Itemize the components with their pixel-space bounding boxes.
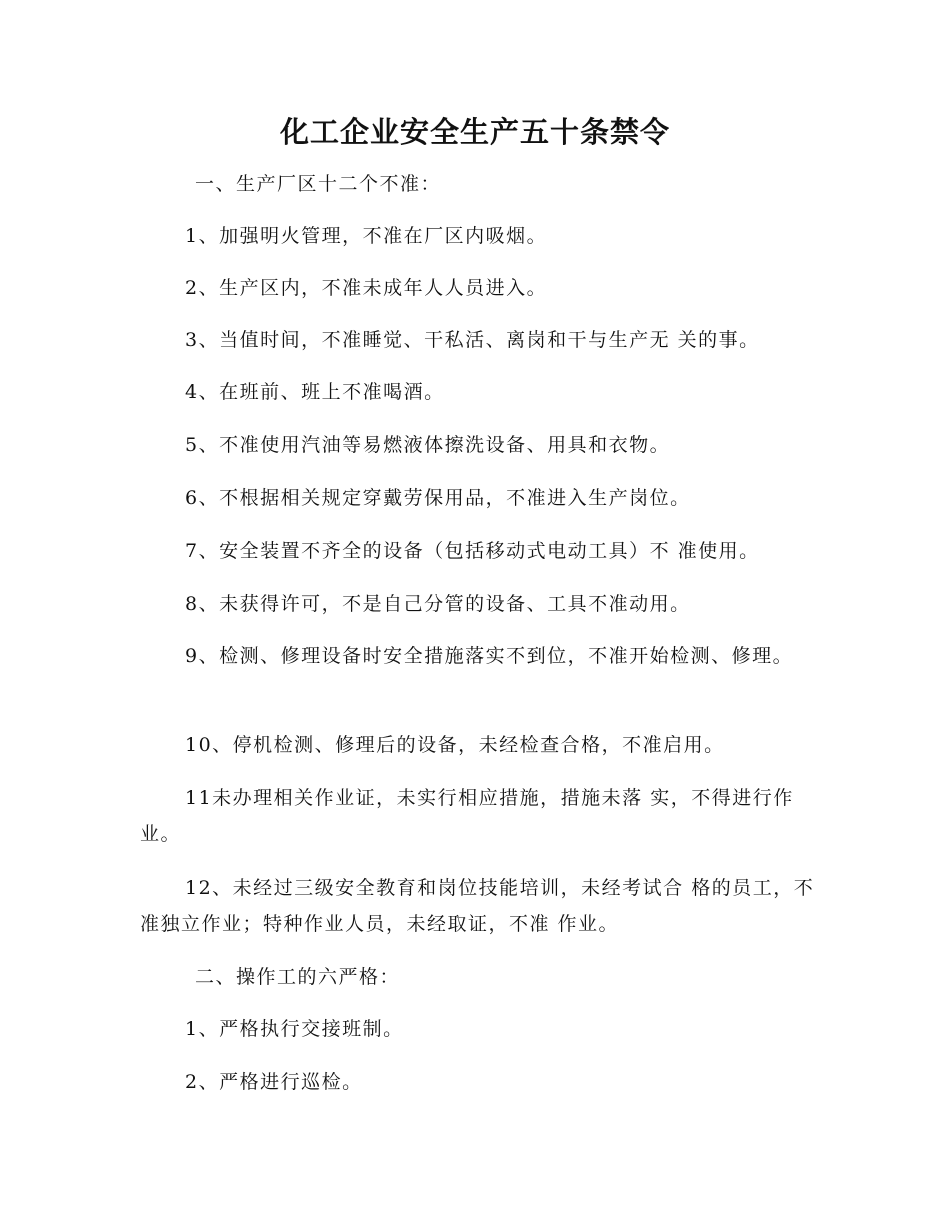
list-item: 1、加强明火管理，不准在厂区内吸烟。 — [185, 225, 548, 247]
list-item: 5、不准使用汽油等易燃液体擦洗设备、用具和衣物。 — [185, 434, 671, 456]
section-heading-2: 二、操作工的六严格： — [195, 966, 401, 988]
list-item: 6、不根据相关规定穿戴劳保用品，不准进入生产岗位。 — [185, 487, 691, 509]
list-item: 2、严格进行巡检。 — [185, 1071, 363, 1093]
section-heading-1: 一、生产厂区十二个不准： — [195, 173, 442, 195]
list-item: 8、未获得许可，不是自己分管的设备、工具不准动用。 — [185, 593, 691, 615]
list-item: 4、在班前、班上不准喝酒。 — [185, 381, 445, 403]
list-item: 9、检测、修理设备时安全措施落实不到位，不准开始检测、修理。 — [185, 645, 794, 667]
list-item: 7、安全装置不齐全的设备（包括移动式电动工具）不 准使用。 — [185, 540, 760, 562]
list-item: 2、生产区内，不准未成年人人员进入。 — [185, 277, 548, 299]
document-title: 化工企业安全生产五十条禁令 — [279, 115, 670, 149]
list-item: 11未办理相关作业证，未实行相应措施，措施未落 实，不得进行作业。 — [140, 787, 794, 845]
list-item: 1、严格执行交接班制。 — [185, 1018, 404, 1040]
list-item: 10、停机检测、修理后的设备，未经检查合格，不准启用。 — [185, 734, 725, 756]
list-item: 12、未经过三级安全教育和岗位技能培训，未经考试合 格的员工，不准独立作业；特种作业人员，未经取证，不准 作业。 — [140, 877, 815, 935]
list-item: 3、当值时间，不准睡觉、干私活、离岗和干与生产无 关的事。 — [185, 329, 760, 351]
